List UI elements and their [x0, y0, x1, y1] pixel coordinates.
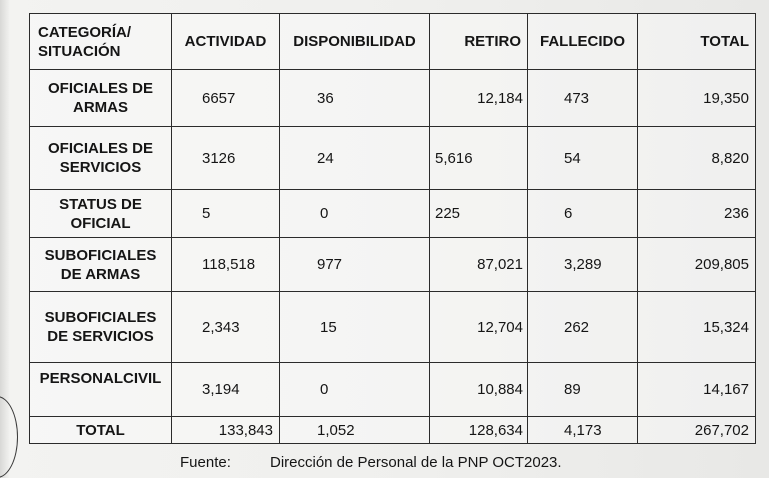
- row-category-line1: PERSONALCIVIL: [39, 370, 162, 387]
- table-row: [30, 363, 756, 417]
- cell-retiro: 12,184: [430, 70, 528, 127]
- row-category: [30, 70, 172, 127]
- row-category-line1: OFICIALES DE: [47, 140, 153, 157]
- cell-disponibilidad: 0: [280, 363, 430, 417]
- header-fallecido: FALLECIDO: [528, 14, 638, 70]
- cell-fallecido: 3,289: [528, 238, 638, 292]
- total-disponibilidad: 1,052: [280, 417, 430, 444]
- total-label: TOTAL: [30, 417, 172, 444]
- header-category-line2: SITUACIÓN: [38, 42, 121, 60]
- row-category-line2: SERVICIOS: [59, 159, 142, 176]
- table-total-row: [30, 417, 756, 444]
- row-category-line2: OFICIAL: [70, 214, 131, 232]
- cell-fallecido: 89: [528, 363, 638, 417]
- row-category-line2: DE SERVICIOS: [47, 328, 154, 345]
- row-category-line1: OFICIALES DE: [47, 80, 153, 97]
- row-category: [30, 127, 172, 190]
- row-category-line1: STATUS DE: [59, 195, 142, 213]
- table-row: [30, 292, 756, 363]
- row-category: [30, 292, 172, 363]
- cell-retiro: 10,884: [430, 363, 528, 417]
- personnel-table: [29, 13, 756, 444]
- cell-disponibilidad: 0: [280, 190, 430, 238]
- header-retiro: RETIRO: [430, 14, 528, 70]
- cell-retiro: 225: [430, 190, 528, 238]
- cell-total: 15,324: [638, 292, 756, 363]
- total-fallecido: 4,173: [528, 417, 638, 444]
- table-row: [30, 70, 756, 127]
- row-category: [30, 190, 172, 238]
- cell-fallecido: 262: [528, 292, 638, 363]
- table-row: [30, 238, 756, 292]
- header-actividad: ACTIVIDAD: [172, 14, 280, 70]
- source-note: [180, 453, 562, 472]
- total-actividad: 133,843: [172, 417, 280, 444]
- table-row: [30, 127, 756, 190]
- cell-disponibilidad: 24: [280, 127, 430, 190]
- cell-disponibilidad: 15: [280, 292, 430, 363]
- cell-retiro: 87,021: [430, 238, 528, 292]
- cell-total: 209,805: [638, 238, 756, 292]
- source-text: Dirección de Personal de la PNP OCT2023.: [270, 454, 562, 471]
- header-category-line1: CATEGORÍA/: [38, 23, 132, 41]
- total-retiro: 128,634: [430, 417, 528, 444]
- table-row: [30, 190, 756, 238]
- cell-actividad: 3126: [172, 127, 280, 190]
- header-category: [30, 14, 172, 70]
- cell-fallecido: 6: [528, 190, 638, 238]
- cell-disponibilidad: 36: [280, 70, 430, 127]
- cell-fallecido: 54: [528, 127, 638, 190]
- row-category-line1: SUBOFICIALES: [44, 246, 157, 264]
- header-disponibilidad: DISPONIBILIDAD: [280, 14, 430, 70]
- cell-retiro: 5,616: [430, 127, 528, 190]
- row-category: [30, 238, 172, 292]
- cell-total: 19,350: [638, 70, 756, 127]
- row-category-line2: ARMAS: [73, 99, 128, 116]
- row-category-line2: DE ARMAS: [60, 265, 141, 283]
- source-label: Fuente:: [180, 454, 231, 471]
- cell-disponibilidad: 977: [280, 238, 430, 292]
- cell-fallecido: 473: [528, 70, 638, 127]
- cell-actividad: 5: [172, 190, 280, 238]
- cell-total: 14,167: [638, 363, 756, 417]
- cell-retiro: 12,704: [430, 292, 528, 363]
- cell-actividad: 118,518: [172, 238, 280, 292]
- cell-actividad: 6657: [172, 70, 280, 127]
- row-category: [30, 363, 172, 417]
- row-category-line1: SUBOFICIALES: [44, 309, 157, 326]
- total-total: 267,702: [638, 417, 756, 444]
- cell-total: 8,820: [638, 127, 756, 190]
- cell-actividad: 3,194: [172, 363, 280, 417]
- cell-actividad: 2,343: [172, 292, 280, 363]
- table-header-row: [30, 14, 756, 70]
- cell-total: 236: [638, 190, 756, 238]
- header-total: TOTAL: [638, 14, 756, 70]
